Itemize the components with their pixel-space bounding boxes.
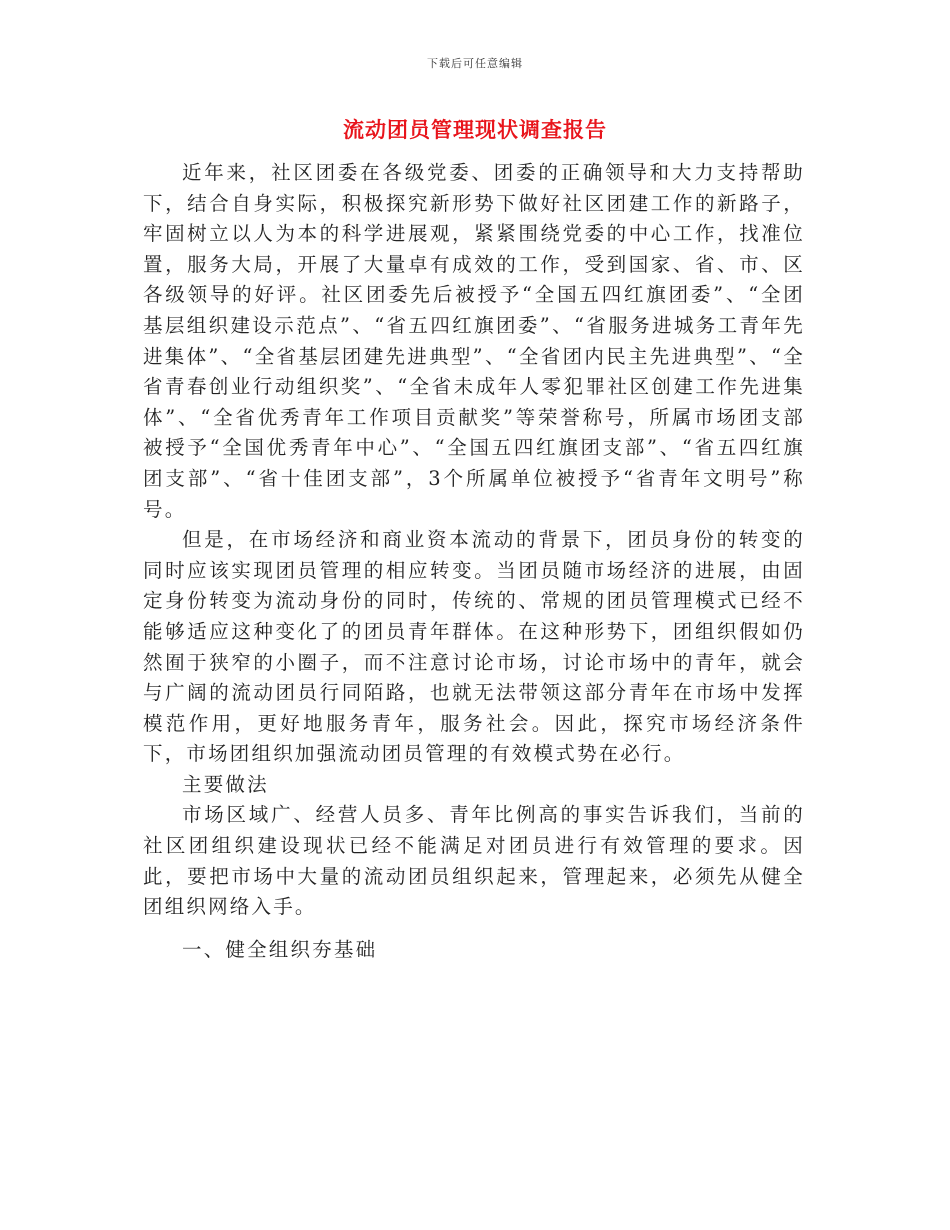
document-body: [143, 158, 805, 965]
paragraph-network: 市场区域广、经营人员多、青年比例高的事实告诉我们，当前的社区团组织建设现状已经不能满足对团员进行有效管理的要求。因此，要把市场中大量的流动团员组织起来，管理起来，必须先从健全团组织网络入手。: [143, 803, 805, 919]
header-note: 下载后可任意编辑: [427, 57, 523, 70]
section-heading-organization: 一、健全组织夯基础: [182, 937, 378, 961]
paragraph-intro: 近年来，社区团委在各级党委、团委的正确领导和大力支持帮助下，结合自身实际，积极探究新形势下做好社区团建工作的新路子，牢固树立以人为本的科学进展观，紧紧围绕党委的中心工作，找准位置，服务大局，开展了大量卓有成效的工作，受到国家、省、市、区各级领导的好评。社区团委先后被授予“全国五四红旗团委”、“全团基层组织建设示范点”、“省五四红旗团委”、“省服务进城务工青年先进集体”、“全省基层团建先进典型”、“全省团内民主先进典型”、“全省青春创业行动组织奖”、“全省未成年人零犯罪社区创建工作先进集体”、“全省优秀青年工作项目贡献奖”等荣誉称号，所属市场团支部被授予“全国优秀青年中心”、“全国五四红旗团支部”、“省五四红旗团支部”、“省十佳团支部”，3个所属单位被授予“省青年文明号”称号。: [143, 161, 805, 521]
paragraph-background: 但是，在市场经济和商业资本流动的背景下，团员身份的转变的同时应该实现团员管理的相应转变。当团员随市场经济的进展，由固定身份转变为流动身份的同时，传统的、常规的团员管理模式已经不能够适应这种变化了的团员青年群体。在这种形势下，团组织假如仍然囿于狭窄的小圈子，而不注意讨论市场，讨论市场中的青年，就会与广阔的流动团员行同陌路，也就无法带领这部分青年在市场中发挥模范作用，更好地服务青年，服务社会。因此，探究市场经济条件下，市场团组织加强流动团员管理的有效模式势在必行。: [143, 528, 805, 766]
document-title: 流动团员管理现状调查报告: [343, 117, 607, 142]
section-heading-main-practices: 主要做法: [182, 772, 269, 796]
